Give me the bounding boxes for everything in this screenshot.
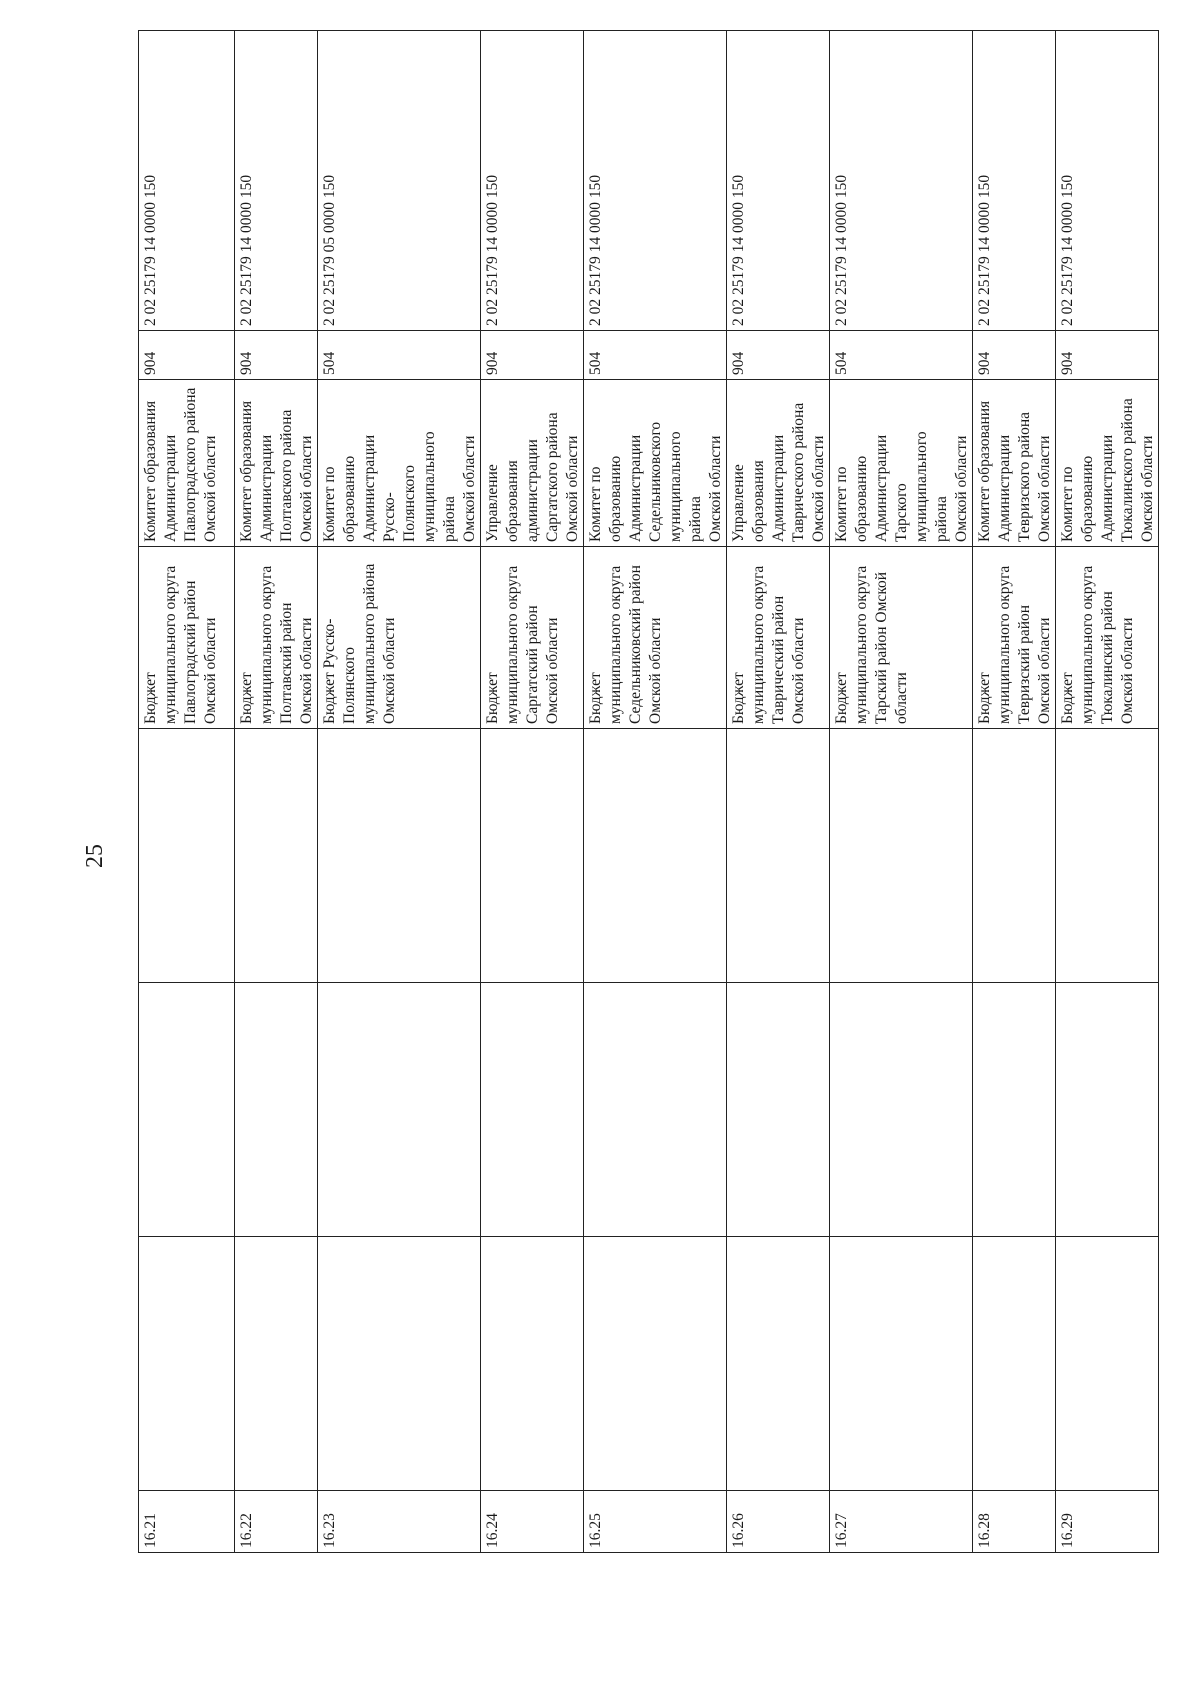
budget-classification-code: 2 02 25179 14 0000 150: [1059, 174, 1076, 326]
administrator-cell: [584, 380, 727, 547]
budget-classification-code: 2 02 25179 14 0000 150: [587, 174, 604, 326]
budget-code-cell: [584, 31, 727, 331]
budget-name-line: Омской области: [298, 617, 315, 724]
administrator-line: Омской области: [298, 435, 315, 542]
administrator-cell: [973, 380, 1056, 547]
administrator-line: Администрации: [996, 434, 1013, 542]
administrator-line: образованию: [853, 455, 870, 542]
row-number: 16.26: [730, 1513, 747, 1548]
empty-cell: [1056, 729, 1159, 983]
row-number-cell: [235, 1491, 318, 1553]
budget-name-cell: [973, 547, 1056, 729]
budget-name-cell: [318, 547, 481, 729]
row-number-cell: [727, 1491, 830, 1553]
table-row: [1056, 31, 1159, 1553]
budget-name-line: Бюджет: [142, 672, 159, 724]
budget-name-line: Омской области: [1119, 617, 1136, 724]
admin-code-cell: [235, 331, 318, 380]
budget-name-line: области: [893, 672, 910, 724]
administrator-line: Омской области: [707, 435, 724, 542]
administrator-line: Администрации Русско-: [361, 434, 398, 542]
budget-classification-code: 2 02 25179 05 0000 150: [321, 174, 338, 326]
budget-name-line: Омской области: [790, 617, 807, 724]
administrator-line: Омской области: [564, 435, 581, 542]
administrator-line: Администрации: [770, 434, 787, 542]
budget-name-line: Седельниковский район: [627, 565, 644, 724]
budget-name-line: муниципального округа: [162, 565, 179, 724]
budget-code-cell: [235, 31, 318, 331]
budget-name-line: Саргатский район: [524, 605, 541, 724]
admin-code: 904: [142, 351, 159, 375]
administrator-line: образования: [504, 460, 521, 542]
budget-name-line: Омской области: [202, 617, 219, 724]
admin-code-cell: [481, 331, 584, 380]
empty-cell: [318, 729, 481, 983]
admin-code: 904: [484, 351, 501, 375]
budget-name-line: Тарский район Омской: [873, 571, 890, 724]
admin-code: 904: [1059, 351, 1076, 375]
budget-name-cell: [1056, 547, 1159, 729]
empty-cell: [139, 1237, 235, 1491]
budget-code-cell: [830, 31, 973, 331]
administrator-cell: [481, 380, 584, 547]
administrator-line: Тарского: [893, 483, 910, 542]
administrator-line: Полянского: [401, 465, 418, 542]
empty-cell: [727, 729, 830, 983]
empty-cell: [235, 729, 318, 983]
admin-code-cell: [727, 331, 830, 380]
row-number: 16.27: [833, 1513, 850, 1548]
empty-cell: [830, 1237, 973, 1491]
administrator-line: образования: [750, 460, 767, 542]
budget-classification-code: 2 02 25179 14 0000 150: [238, 174, 255, 326]
budget-name-line: муниципального района: [361, 563, 378, 724]
budget-name-line: Бюджет: [976, 672, 993, 724]
administrator-line: Омской области: [1139, 435, 1156, 542]
admin-code: 504: [587, 351, 604, 375]
budget-code-cell: [727, 31, 830, 331]
administrator-cell: [235, 380, 318, 547]
admin-code-cell: [1056, 331, 1159, 380]
admin-code-cell: [139, 331, 235, 380]
budget-name-line: муниципального округа: [750, 565, 767, 724]
table-row: [973, 31, 1056, 1553]
administrator-line: Комитет по: [321, 466, 338, 542]
budget-name-line: Омской области: [381, 617, 398, 724]
administrator-line: Омской области: [1036, 435, 1053, 542]
row-number-cell: [139, 1491, 235, 1553]
empty-cell: [318, 983, 481, 1237]
administrator-line: муниципального района: [667, 431, 704, 542]
empty-cell: [973, 1237, 1056, 1491]
administrator-line: Омской области: [461, 435, 478, 542]
administrator-line: администрации: [524, 439, 541, 542]
table-row: [584, 31, 727, 1553]
budget-name-line: Бюджет: [484, 672, 501, 724]
administrator-line: Администрации: [627, 434, 644, 542]
administrator-line: Тевризского района: [1016, 411, 1033, 542]
budget-name-line: Бюджет: [587, 672, 604, 724]
administrator-line: Комитет образования: [142, 400, 159, 542]
empty-cell: [584, 1237, 727, 1491]
budget-name-line: Бюджет Русско-: [321, 618, 338, 724]
budget-name-line: муниципального округа: [607, 565, 624, 724]
budget-name-line: муниципального округа: [504, 565, 521, 724]
administrator-cell: [727, 380, 830, 547]
administrator-line: Управление: [484, 464, 501, 542]
table-row: [318, 31, 481, 1553]
budget-classification-code: 2 02 25179 14 0000 150: [730, 174, 747, 326]
row-number-cell: [973, 1491, 1056, 1553]
budget-name-line: Бюджет: [730, 672, 747, 724]
table-body: [139, 31, 1159, 1553]
administrator-line: муниципального района: [913, 431, 950, 542]
administrator-line: Омской области: [202, 435, 219, 542]
empty-cell: [139, 729, 235, 983]
admin-code: 904: [976, 351, 993, 375]
administrator-line: Саргатского района: [544, 412, 561, 542]
row-number-cell: [318, 1491, 481, 1553]
empty-cell: [318, 1237, 481, 1491]
row-number-cell: [1056, 1491, 1159, 1553]
budget-name-line: Полянского: [341, 647, 358, 724]
budget-name-cell: [584, 547, 727, 729]
row-number: 16.21: [142, 1513, 159, 1548]
budget-classification-code: 2 02 25179 14 0000 150: [484, 174, 501, 326]
administrator-cell: [830, 380, 973, 547]
budget-name-line: Омской области: [1036, 617, 1053, 724]
empty-cell: [584, 983, 727, 1237]
administrator-cell: [318, 380, 481, 547]
empty-cell: [830, 983, 973, 1237]
budget-name-line: Бюджет: [833, 672, 850, 724]
budget-code-cell: [318, 31, 481, 331]
administrator-cell: [139, 380, 235, 547]
administrator-line: Тюкалинского района: [1119, 398, 1136, 542]
admin-code: 504: [833, 351, 850, 375]
table-row: [830, 31, 973, 1553]
empty-cell: [481, 1237, 584, 1491]
administrator-line: Комитет образования: [238, 400, 255, 542]
administrator-line: Комитет образования: [976, 400, 993, 542]
budget-name-line: Тевризский район: [1016, 604, 1033, 724]
administrator-line: образованию: [1079, 455, 1096, 542]
budget-name-cell: [481, 547, 584, 729]
budget-name-line: Омской области: [647, 617, 664, 724]
budget-classification-code: 2 02 25179 14 0000 150: [976, 174, 993, 326]
admin-code-cell: [584, 331, 727, 380]
administrator-line: Полтавского района: [278, 409, 295, 542]
administrator-line: Администрации: [258, 434, 275, 542]
empty-cell: [481, 729, 584, 983]
admin-code-cell: [318, 331, 481, 380]
budget-code-cell: [481, 31, 584, 331]
budget-name-cell: [830, 547, 973, 729]
table-row: [139, 31, 235, 1553]
budget-name-line: муниципального округа: [1079, 565, 1096, 724]
budget-classification-code: 2 02 25179 14 0000 150: [142, 174, 159, 326]
administrator-line: Омской области: [810, 435, 827, 542]
budget-name-line: Бюджет: [1059, 672, 1076, 724]
rotated-table-wrapper: [138, 103, 1156, 1553]
empty-cell: [1056, 983, 1159, 1237]
budget-table: [138, 30, 1159, 1553]
administrator-cell: [1056, 380, 1159, 547]
budget-name-line: Таврический район: [770, 595, 787, 724]
row-number-cell: [830, 1491, 973, 1553]
row-number: 16.25: [587, 1513, 604, 1548]
admin-code: 504: [321, 351, 338, 375]
administrator-line: Комитет по: [833, 466, 850, 542]
budget-name-cell: [727, 547, 830, 729]
row-number-cell: [481, 1491, 584, 1553]
admin-code: 904: [730, 351, 747, 375]
administrator-line: Павлоградского района: [182, 387, 199, 542]
row-number: 16.23: [321, 1513, 338, 1548]
administrator-line: Управление: [730, 464, 747, 542]
empty-cell: [973, 729, 1056, 983]
budget-code-cell: [973, 31, 1056, 331]
administrator-line: Комитет по: [587, 466, 604, 542]
row-number: 16.28: [976, 1513, 993, 1548]
budget-name-cell: [139, 547, 235, 729]
empty-cell: [1056, 1237, 1159, 1491]
administrator-line: образованию: [341, 455, 358, 542]
empty-cell: [727, 1237, 830, 1491]
budget-code-cell: [139, 31, 235, 331]
administrator-line: образованию: [607, 455, 624, 542]
budget-name-line: муниципального округа: [996, 565, 1013, 724]
empty-cell: [830, 729, 973, 983]
row-number: 16.22: [238, 1513, 255, 1548]
empty-cell: [481, 983, 584, 1237]
empty-cell: [235, 983, 318, 1237]
budget-name-line: Омской области: [544, 617, 561, 724]
budget-name-line: Полтавский район: [278, 602, 295, 724]
administrator-line: Администрации: [1099, 434, 1116, 542]
administrator-line: Комитет по: [1059, 466, 1076, 542]
empty-cell: [584, 729, 727, 983]
budget-code-cell: [1056, 31, 1159, 331]
admin-code-cell: [973, 331, 1056, 380]
budget-name-line: муниципального округа: [258, 565, 275, 724]
table-row: [235, 31, 318, 1553]
administrator-line: Седельниковского: [647, 421, 664, 542]
table-row: [481, 31, 584, 1553]
admin-code-cell: [830, 331, 973, 380]
budget-name-line: Павлоградский район: [182, 580, 199, 724]
administrator-line: Администрации: [162, 434, 179, 542]
budget-name-line: муниципального округа: [853, 565, 870, 724]
empty-cell: [727, 983, 830, 1237]
budget-name-line: Бюджет: [238, 672, 255, 724]
empty-cell: [139, 983, 235, 1237]
budget-classification-code: 2 02 25179 14 0000 150: [833, 174, 850, 326]
budget-name-line: Тюкалинский район: [1099, 591, 1116, 724]
administrator-line: Администрации: [873, 434, 890, 542]
administrator-line: муниципального района: [421, 431, 458, 542]
admin-code: 904: [238, 351, 255, 375]
page-number: 25: [82, 844, 108, 868]
empty-cell: [973, 983, 1056, 1237]
budget-name-cell: [235, 547, 318, 729]
administrator-line: Омской области: [953, 435, 970, 542]
table-row: [727, 31, 830, 1553]
administrator-line: Таврического района: [790, 402, 807, 542]
row-number: 16.24: [484, 1513, 501, 1548]
row-number-cell: [584, 1491, 727, 1553]
empty-cell: [235, 1237, 318, 1491]
row-number: 16.29: [1059, 1513, 1076, 1548]
